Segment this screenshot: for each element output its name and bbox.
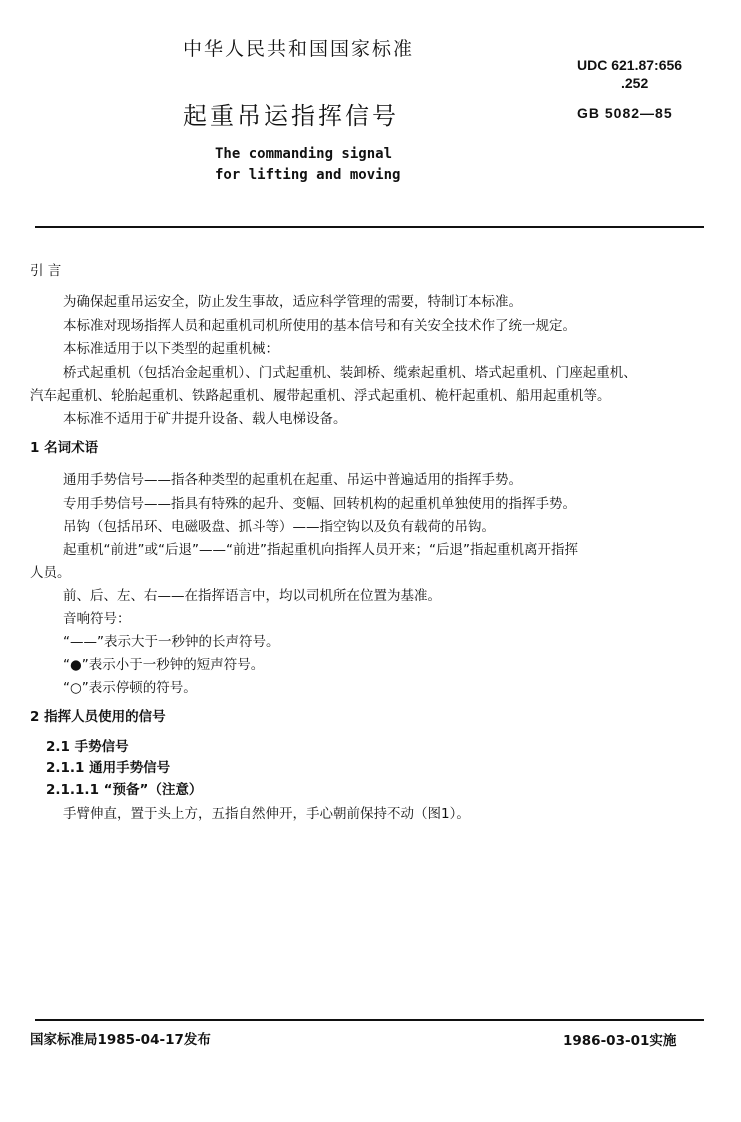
- udc-line-1: UDC 621.87:656: [577, 57, 683, 73]
- intro-paragraph-5: 本标准不适用于矿井提升设备、载人电梯设备。: [63, 411, 347, 427]
- udc-line-2: .252: [621, 75, 649, 91]
- gb-standard-number: GB 5082—85: [577, 105, 673, 121]
- section-1-paragraph-1: 通用手势信号——指各种类型的起重机在起重、吊运中普遍适用的指挥手势。: [63, 472, 522, 488]
- issue-date: 国家标准局1985-04-17发布: [30, 1032, 211, 1048]
- long-sound-symbol-line: “——”表示大于一秒钟的长声符号。: [63, 634, 280, 650]
- section-2-paragraph-1: 手臂伸直，置于头上方，五指自然伸开，手心朝前保持不动（图1）。: [63, 806, 470, 822]
- section-1-paragraph-4a: 起重机“前进”或“后退”——“前进”指起重机向指挥人员开来；“后退”指起重机离开指挥: [63, 542, 578, 558]
- header-divider: [35, 226, 704, 228]
- intro-paragraph-1: 为确保起重吊运安全，防止发生事故，适应科学管理的需要，特制订本标准。: [63, 294, 522, 310]
- standard-title-chinese: 起重吊运指挥信号: [183, 102, 399, 130]
- section-2-1-1-heading: 2.1.1 通用手势信号: [46, 760, 171, 776]
- pause-symbol-line: “○”表示停顿的符号。: [63, 680, 197, 696]
- intro-heading: 引 言: [30, 263, 62, 279]
- section-2-heading: 2 指挥人员使用的信号: [30, 709, 166, 725]
- section-2-1-heading: 2.1 手势信号: [46, 739, 129, 755]
- short-sound-symbol-line: “●”表示小于一秒钟的短声符号。: [63, 657, 265, 673]
- section-1-paragraph-4b: 人员。: [30, 565, 71, 581]
- footer-divider: [35, 1019, 704, 1021]
- section-1-heading: 1 名词术语: [30, 440, 99, 456]
- intro-paragraph-2: 本标准对现场指挥人员和起重机司机所使用的基本信号和有关安全技术作了统一规定。: [63, 318, 576, 334]
- section-2-1-1-1-heading: 2.1.1.1 “预备”（注意）: [46, 782, 203, 798]
- title-en-line-1: The commanding signal: [215, 146, 393, 162]
- title-en-line-2: for lifting and moving: [215, 167, 401, 183]
- udc-code: [577, 56, 682, 92]
- intro-paragraph-3: 本标准适用于以下类型的起重机械：: [63, 341, 279, 357]
- issuing-country-title: 中华人民共和国国家标准: [183, 38, 415, 60]
- section-1-paragraph-5: 前、后、左、右——在指挥语言中，均以司机所在位置为基准。: [63, 588, 441, 604]
- section-1-paragraph-6: 音响符号：: [63, 611, 131, 627]
- effective-date: 1986-03-01实施: [563, 1033, 677, 1049]
- intro-paragraph-4b: 汽车起重机、轮胎起重机、铁路起重机、履带起重机、浮式起重机、桅杆起重机、船用起重机等。: [30, 388, 611, 404]
- section-1-paragraph-2: 专用手势信号——指具有特殊的起升、变幅、回转机构的起重机单独使用的指挥手势。: [63, 496, 576, 512]
- standard-title-english: [215, 144, 400, 186]
- section-1-paragraph-3: 吊钩（包括吊环、电磁吸盘、抓斗等）——指空钩以及负有载荷的吊钩。: [63, 519, 495, 535]
- intro-paragraph-4a: 桥式起重机（包括冶金起重机）、门式起重机、装卸桥、缆索起重机、塔式起重机、门座起重机、: [63, 365, 637, 381]
